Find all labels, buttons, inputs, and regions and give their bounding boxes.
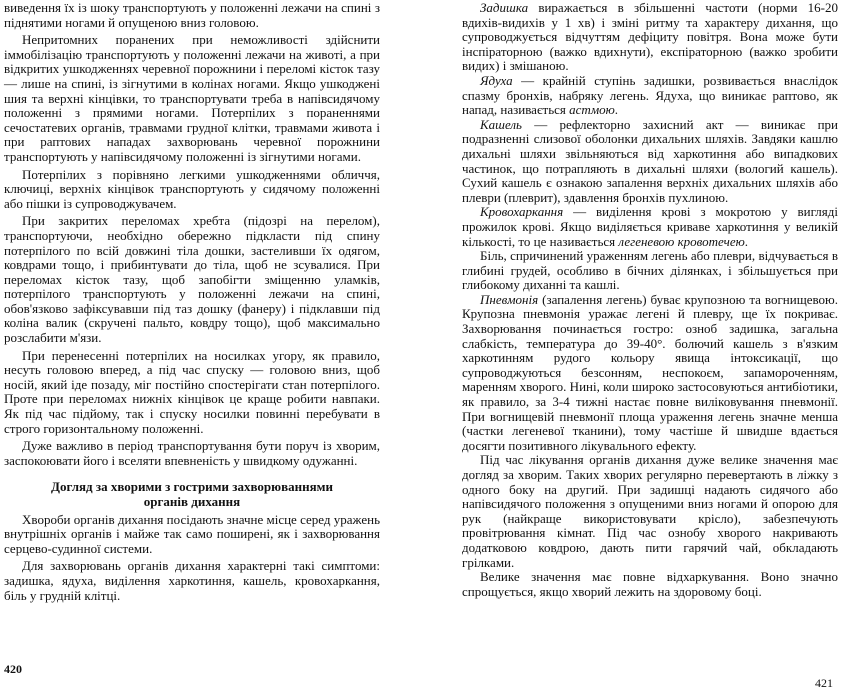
term-suffocation: Ядуха — [480, 72, 513, 88]
paragraph-care: Під час лікування органів дихання дуже велике значення має догляд за хворим. Таких хворих регулярно перевертають в ліжку з одного боку на другий. При задишці надають сидячого або напівсидячого положення з опущеними вниз ногами й опорою для рук (найкраще використовувати крісло), забезпечують провітрювання кімнат. Під час ознобу хворого накривають додатковою ковдрою, дають пити гарячий чай, обкладають грілками. — [462, 452, 838, 570]
paragraph-text: — виділення крові з мокротою у вигляді прожилок крові. Якщо виділяється криваве харкотиння у великій кількості, то це називається — [462, 204, 838, 249]
paragraph: При закритих переломах хребта (підозрі на перелом), транспортуючи, необхідно обережно підкласти під спину потерпілого по всій довжині тіла дошки, застеливши їх одягом, ковдрами тощо, і прибинтувати до тіла, щоб не зсувалися. При переломах кісток тазу, щоб запобігти зміщенню уламків, потерпілого транспортують у положенні лежачи на спині, обов'язково зафіксувавши під таз дошку (фанеру) і підклавши під коліна валик (скручені пальто, ковдру тощо), щоб максимально розслабити м'язи. — [4, 213, 380, 346]
paragraph-expectoration: Велике значення має повне відхаркування. Воно значно спрощується, якщо хворий лежить на здоровому боці. — [462, 569, 838, 599]
term-asthma: астмою — [569, 102, 615, 118]
paragraph: Потерпілих з порівняно легкими ушкодженнями обличчя, ключиці, верхніх кінцівок транспортують у сидячому положенні або пішки із супроводжувачем. — [4, 166, 380, 211]
term-dyspnea: Задишка — [480, 0, 529, 15]
paragraph-text: виражається в збільшенні частоти (норми 16-20 вдихів-видихів у 1 хв) і зміні ритму та характеру дихання, що супроводжується відчуттям дефіциту повітря. Вона може бути інспіраторною (важко вдихнути), експіраторною (важко зробити видих) і змішаною. — [462, 0, 838, 74]
term-pneumonia: Пневмонія — [480, 291, 539, 307]
term-hemoptysis: Кровохаркання — [480, 204, 564, 220]
paragraph-pain: Біль, спричинений ураженням легень або плеври, відчувається в глибині грудей, особливо в бічних ділянках, і збільшується при глибокому диханні та кашлі. — [462, 248, 838, 293]
term-pulmonary-bleeding: легеневою кровотечею — [618, 233, 745, 249]
page-number-left: 420 — [4, 662, 22, 676]
paragraph: Для захворювань органів дихання характерні такі симптоми: задишка, ядуха, виділення харкотиння, кашель, кровохаркання, біль у грудній клітці. — [4, 558, 380, 603]
paragraph: Дуже важливо в період транспортування бути поруч із хворим, заспокоювати його і вселяти впевненість у швидкому одужанні. — [4, 438, 380, 468]
paragraph: Непритомних поранених при неможливості здійснити іммобілізацію транспортують у положенні лежачи на животі, а при відкритих ушкодженнях черевної порожнини і переломі кісток тазу — лише на спині, із зігнутими в колінах ногами. Якщо ушкоджені шия та верхні кінцівки, то транспортувати треба в напівсидячому положенні з прямими ногами. Потерпілих з пораненнями сечостатевих органів, травмами грудної клітки, травмами живота і при раптових нападах захворювань черевної порожнини транспортують у напівсидячому положенні із зігнутими ногами. — [4, 32, 380, 164]
paragraph-end: . — [614, 102, 619, 118]
paragraph-cough — [462, 118, 838, 206]
paragraph-dyspnea — [462, 1, 838, 74]
paragraph: виведення їх із шоку транспортують у положенні лежачи на спині з піднятими ногами й опущеною вниз головою. — [4, 0, 380, 30]
section-heading — [4, 480, 380, 509]
paragraph-end: . — [744, 233, 749, 249]
left-column — [4, 1, 380, 603]
paragraph-asthma — [462, 74, 838, 118]
page-number-right: 421 — [815, 676, 833, 690]
paragraph-text: — крайній ступінь задишки, розвивається внаслідок спазму бронхів, набряку легень. Ядуха, що виникає раптово, як напад, називається — [462, 72, 838, 118]
paragraph: При перенесенні потерпілих на носилках угору, як правило, несуть головою вперед, а під час спуску — головою вниз, щоб носій, який іде позаду, міг постійно спостерігати стан потерпілого. Проте при переломах нижніх кінцівок це краще робити навпаки. Як під час підйому, так і спуску носилки повинні перебувати в строго горизонтальному положенні. — [4, 347, 380, 436]
paragraph-text: (запалення легень) буває крупозною та вогнищевою. Крупозна пневмонія уражає легені й плевру, ще їх покриває. Захворювання починається гостро: озноб задишка, загальна слабкість, температура до 39-40°. болючий кашель з в'язким харкотинням рудого кольору явища інтоксикації, що супроводжуються безсонням, неспокоєм, запамороченням, маренням хворого. Нині, коли широко застосовуються антибіотики, як правило, за 3-4 тижні настає повне виліковування пневмонії. При вогнищевій пневмонії площа ураження легень значне менша (частки легеневої тканини), тому частіше й швидше вдається досягти позитивного лікувального ефекту. — [462, 291, 838, 453]
paragraph-pneumonia — [462, 293, 838, 454]
right-column — [462, 1, 838, 599]
paragraph: Хвороби органів дихання посідають значне місце серед уражень внутрішніх органів і майже так само поширені, як і захворювання серцево-судинної системи. — [4, 511, 380, 556]
paragraph-text: — рефлекторно захисний акт — виникає при подразненні слизової оболонки дихальних шляхів. Завдяки кашлю дихальні шляхи звільняються від харкотиння або випадкових частинок, що потрапляють в дихальні шляхи (вологий кашель). Сухий кашель є ознакою запалення верхніх дихальних шляхів або плеври (плеврит), здавлення бронхів пухлиною. — [462, 116, 838, 205]
section-heading-line-1: Догляд за хворими з гострими захворюваннями — [51, 479, 333, 495]
term-cough: Кашель — [480, 116, 522, 132]
section-heading-line-2: органів дихання — [143, 494, 241, 509]
paragraph-hemoptysis — [462, 205, 838, 249]
